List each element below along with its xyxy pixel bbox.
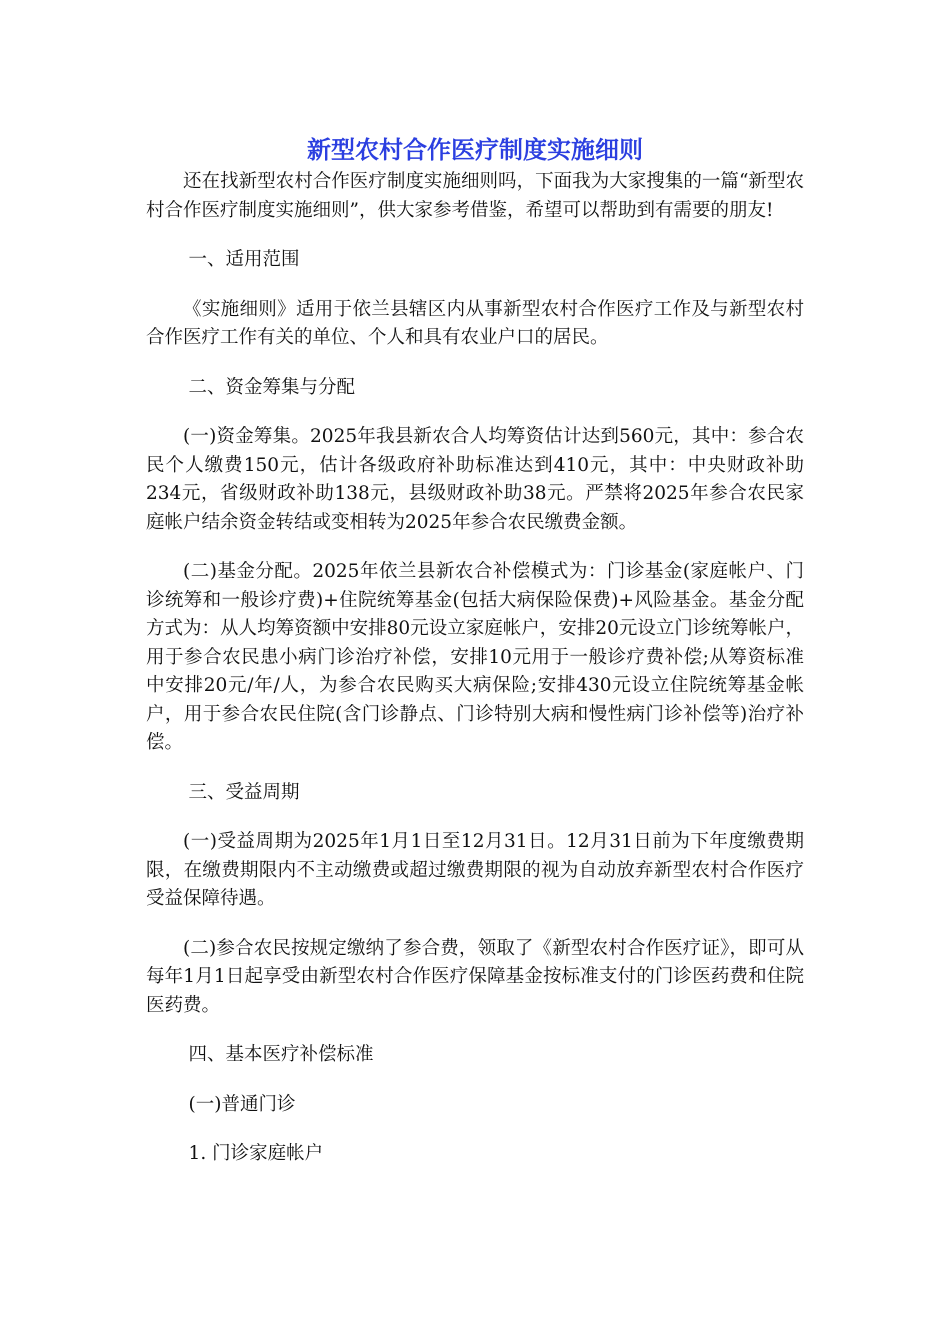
subheading-outpatient: (一)普通门诊 xyxy=(188,1093,296,1115)
benefit-period-paragraph: (一)受益周期为2025年1月1日至12月31日。12月31日前为下年度缴费期限，在缴费期限内不主动缴费或超过缴费期限的视为自动放弃新型农村合作医疗受益保障待遇。 xyxy=(146,831,804,909)
benefit-eligibility-paragraph: (二)参合农民按规定缴纳了参合费，领取了《新型农村合作医疗证》，即可从每年1月1日起享受由新型农村合作医疗保障基金按标准支付的门诊医药费和住院医药费。 xyxy=(146,937,804,1016)
document-title: 新型农村合作医疗制度实施细则 xyxy=(307,136,643,164)
section-heading-benefit-period: 三、受益周期 xyxy=(188,781,300,803)
scope-paragraph: 《实施细则》适用于依兰县辖区内从事新型农村合作医疗工作及与新型农村合作医疗工作有关的单位、个人和具有农业户口的居民。 xyxy=(146,298,804,348)
section-heading-funding: 二、资金筹集与分配 xyxy=(188,376,356,398)
intro-paragraph: 还在找新型农村合作医疗制度实施细则吗，下面我为大家搜集的一篇“新型农村合作医疗制度实施细则”，供大家参考借鉴，希望可以帮助到有需要的朋友! xyxy=(146,171,804,221)
funding-raising-paragraph: (一)资金筹集。2025年我县新农合人均筹资估计达到560元，其中：参合农民个人缴费150元，估计各级政府补助标准达到410元，其中：中央财政补助234元，省级财政补助138元，县级财政补助38元。严禁将2025年参合农民家庭帐户结余资金转结或变相转为2025年参合农民缴费金额。 xyxy=(146,426,804,533)
section-heading-compensation: 四、基本医疗补偿标准 xyxy=(188,1044,374,1065)
subheading-family-account: 1. 门诊家庭帐户 xyxy=(188,1143,324,1164)
section-heading-scope: 一、适用范围 xyxy=(188,249,300,270)
fund-allocation-paragraph: (二)基金分配。2025年依兰县新农合补偿模式为：门诊基金(家庭帐户、门诊统筹和一般诊疗费)+住院统筹基金(包括大病保险保费)+风险基金。基金分配方式为：从人均筹资额中安排80元设立家庭帐户，安排20元设立门诊统筹帐户，用于参合农民患小病门诊治疗补偿，安排10元用于一般诊疗费补偿;从筹资标准中安排20元/年/人，为参合农民购买大病保险;安排430元设立住院统筹基金帐户，用于参合农民住院(含门诊静点、门诊特别大病和慢性病门诊补偿等)治疗补偿。 xyxy=(146,561,804,753)
document-body xyxy=(146,168,804,1190)
